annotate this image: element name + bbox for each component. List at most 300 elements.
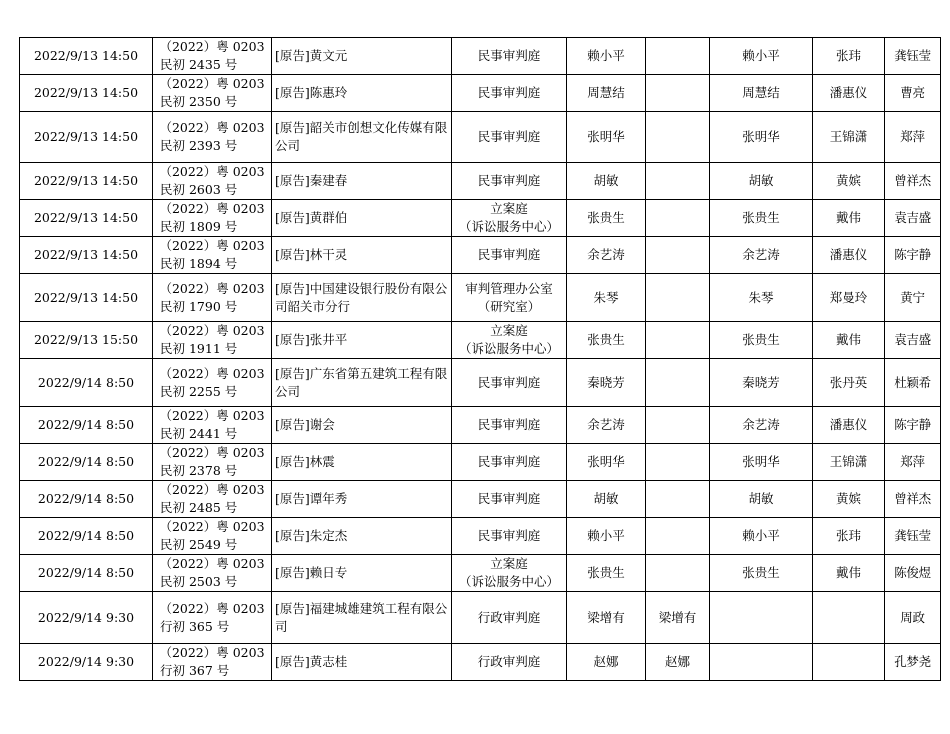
- clerk-cell: [813, 592, 885, 644]
- hearing-time-cell: [20, 237, 153, 274]
- clerk-text: 潘惠仪: [829, 85, 868, 100]
- case-number-cell: [153, 38, 272, 75]
- judge-cell: [567, 481, 646, 518]
- case-line1-text: （2022）粤 0203: [159, 323, 265, 338]
- party-cell: [272, 592, 452, 644]
- judge-cell: [567, 274, 646, 322]
- hearing-time-cell: [20, 555, 153, 592]
- clerk-cell: [813, 555, 885, 592]
- case-line2-text: 民初 2378 号: [160, 463, 238, 478]
- department-cell: [452, 481, 567, 518]
- dept-text: 立案庭: [490, 556, 528, 571]
- member-cell: [885, 200, 941, 237]
- clerk-cell: [813, 407, 885, 444]
- extra-judge-cell: [646, 112, 710, 163]
- table-row: [20, 322, 941, 359]
- member-cell: [885, 237, 941, 274]
- table-row: [20, 163, 941, 200]
- case-line1-text: （2022）粤 0203: [159, 556, 265, 571]
- case-line1-text: （2022）粤 0203: [159, 201, 265, 216]
- time-text: 2022/9/14 8:50: [37, 374, 135, 390]
- judge-text: 余艺涛: [587, 417, 625, 432]
- time-text: 2022/9/14 8:50: [37, 528, 135, 543]
- extra-judge-cell: [646, 481, 710, 518]
- case-line2-text: 民初 2485 号: [160, 500, 238, 515]
- extra-judge-cell: [646, 38, 710, 75]
- case-number-cell: [153, 322, 272, 359]
- member-text: 袁吉盛: [894, 332, 931, 347]
- department-cell: [452, 407, 567, 444]
- case-line1-text: （2022）粤 0203: [159, 365, 265, 381]
- case-line1-text: （2022）粤 0203: [159, 120, 265, 135]
- table-row: [20, 38, 941, 75]
- presiding-text: 张贵生: [742, 210, 780, 225]
- judge-cell: [567, 237, 646, 274]
- case-line2-text: 民初 1911 号: [160, 341, 238, 356]
- dept-text: 行政审判庭: [477, 654, 541, 669]
- judge-cell: [567, 38, 646, 75]
- party-text: [原告]张井平: [275, 332, 348, 347]
- member-text: 陈俊煜: [894, 565, 931, 580]
- table-row: [20, 555, 941, 592]
- party-text: [原告]林震: [275, 454, 335, 469]
- judge-text: 余艺涛: [587, 247, 625, 262]
- dept-text: 民事审判庭: [477, 48, 541, 63]
- party-cell: [272, 407, 452, 444]
- judge-text: 胡敏: [593, 491, 619, 506]
- clerk-text: 戴伟: [835, 332, 861, 347]
- time-text: 2022/9/14 8:50: [37, 417, 135, 432]
- judge-text: 赵娜: [593, 654, 619, 669]
- clerk-cell: [813, 359, 885, 407]
- extra-judge-cell: [646, 359, 710, 407]
- dept-text: 民事审判庭: [477, 454, 541, 469]
- time-text: 2022/9/13 14:50: [33, 48, 139, 63]
- member-cell: [885, 555, 941, 592]
- party-cell: [272, 518, 452, 555]
- clerk-text: 戴伟: [835, 210, 861, 225]
- table-row: [20, 274, 941, 322]
- presiding-judge-cell: [710, 274, 813, 322]
- member-cell: [885, 112, 941, 163]
- case-line2-text: 行初 367 号: [160, 663, 230, 678]
- presiding-judge-cell: [710, 112, 813, 163]
- dept2-text: （诉讼服务中心）: [458, 341, 559, 356]
- member-text: 曾祥杰: [894, 491, 931, 506]
- case-number-cell: [153, 112, 272, 163]
- member-cell: [885, 407, 941, 444]
- case-line2-text: 民初 2549 号: [160, 537, 238, 552]
- judge-cell: [567, 555, 646, 592]
- hearing-time-cell: [20, 75, 153, 112]
- extra-judge-cell: [646, 274, 710, 322]
- case-number-cell: [153, 75, 272, 112]
- hearing-time-cell: [20, 322, 153, 359]
- col7-text: 梁增有: [658, 609, 697, 625]
- clerk-cell: [813, 481, 885, 518]
- case-line2-text: 民初 2393 号: [160, 138, 238, 153]
- judge-text: 赖小平: [587, 48, 625, 63]
- presiding-text: 赖小平: [742, 528, 780, 543]
- judge-text: 张贵生: [587, 565, 625, 580]
- party-cell: [272, 555, 452, 592]
- case-line1-text: （2022）粤 0203: [159, 482, 265, 497]
- party-cell: [272, 274, 452, 322]
- hearing-time-cell: [20, 200, 153, 237]
- case-number-cell: [153, 444, 272, 481]
- case-line2-text: 行初 365 号: [160, 618, 230, 634]
- presiding-judge-cell: [710, 518, 813, 555]
- dept-text: 审判管理办公室: [465, 280, 553, 296]
- party-text: [原告]韶关市创想文化传媒有限公司: [275, 120, 448, 153]
- party-text: [原告]谢会: [275, 417, 335, 432]
- presiding-judge-cell: [710, 200, 813, 237]
- time-text: 2022/9/14 8:50: [37, 454, 135, 469]
- case-number-cell: [153, 592, 272, 644]
- department-cell: [452, 75, 567, 112]
- party-text: [原告]黄志桂: [275, 654, 348, 669]
- extra-judge-cell: [646, 75, 710, 112]
- case-line1-text: （2022）粤 0203: [159, 519, 265, 534]
- presiding-judge-cell: [710, 322, 813, 359]
- table-row: [20, 444, 941, 481]
- extra-judge-cell: [646, 555, 710, 592]
- party-text: [原告]陈惠玲: [275, 85, 348, 100]
- time-text: 2022/9/14 9:30: [37, 609, 135, 625]
- hearing-time-cell: [20, 407, 153, 444]
- case-number-cell: [153, 481, 272, 518]
- presiding-judge-cell: [710, 644, 813, 681]
- extra-judge-cell: [646, 518, 710, 555]
- judge-cell: [567, 644, 646, 681]
- party-cell: [272, 481, 452, 518]
- clerk-text: 潘惠仪: [829, 247, 868, 262]
- judge-text: 秦晓芳: [587, 374, 625, 390]
- extra-judge-cell: [646, 592, 710, 644]
- member-text: 袁吉盛: [894, 210, 931, 225]
- clerk-text: 张玮: [835, 528, 861, 543]
- case-number-cell: [153, 237, 272, 274]
- department-cell: [452, 518, 567, 555]
- case-number-cell: [153, 518, 272, 555]
- department-cell: [452, 592, 567, 644]
- clerk-cell: [813, 274, 885, 322]
- table-row: [20, 592, 941, 644]
- party-text: [原告]谭年秀: [275, 491, 348, 506]
- clerk-cell: [813, 444, 885, 481]
- table-row: [20, 237, 941, 274]
- party-cell: [272, 322, 452, 359]
- clerk-cell: [813, 644, 885, 681]
- member-text: 郑萍: [900, 454, 925, 469]
- member-text: 孔梦尧: [894, 654, 931, 669]
- extra-judge-cell: [646, 237, 710, 274]
- case-line1-text: （2022）粤 0203: [159, 164, 265, 179]
- case-line1-text: （2022）粤 0203: [159, 445, 265, 460]
- table-body: [20, 38, 941, 681]
- time-text: 2022/9/14 8:50: [37, 491, 135, 506]
- presiding-text: 朱琴: [748, 289, 774, 305]
- presiding-judge-cell: [710, 481, 813, 518]
- party-text: [原告]中国建设银行股份有限公司韶关市分行: [275, 280, 448, 314]
- judge-text: 张明华: [587, 129, 625, 144]
- case-line2-text: 民初 1809 号: [160, 219, 238, 234]
- dept-text: 民事审判庭: [477, 374, 541, 390]
- judge-cell: [567, 112, 646, 163]
- presiding-text: 余艺涛: [742, 417, 780, 432]
- extra-judge-cell: [646, 644, 710, 681]
- table-row: [20, 518, 941, 555]
- case-line1-text: （2022）粤 0203: [159, 76, 265, 91]
- case-number-cell: [153, 359, 272, 407]
- table-row: [20, 481, 941, 518]
- case-line1-text: （2022）粤 0203: [159, 39, 265, 54]
- party-text: [原告]黄群伯: [275, 210, 348, 225]
- dept-text: 民事审判庭: [477, 417, 541, 432]
- department-cell: [452, 200, 567, 237]
- judge-text: 张贵生: [587, 332, 625, 347]
- clerk-cell: [813, 200, 885, 237]
- judge-cell: [567, 163, 646, 200]
- department-cell: [452, 359, 567, 407]
- hearing-time-cell: [20, 38, 153, 75]
- presiding-text: 周慧结: [742, 85, 780, 100]
- extra-judge-cell: [646, 322, 710, 359]
- party-cell: [272, 444, 452, 481]
- presiding-text: 余艺涛: [742, 247, 780, 262]
- case-line2-text: 民初 1894 号: [160, 256, 238, 271]
- dept2-text: （研究室）: [477, 298, 541, 314]
- case-line2-text: 民初 1790 号: [160, 298, 238, 314]
- time-text: 2022/9/13 14:50: [33, 289, 139, 305]
- party-text: [原告]赖日专: [275, 565, 348, 580]
- department-cell: [452, 38, 567, 75]
- case-line2-text: 民初 2435 号: [160, 57, 238, 72]
- member-text: 陈宇静: [894, 417, 931, 432]
- case-number-cell: [153, 644, 272, 681]
- dept-text: 立案庭: [490, 323, 528, 338]
- presiding-judge-cell: [710, 592, 813, 644]
- table-row: [20, 200, 941, 237]
- dept-text: 民事审判庭: [477, 491, 541, 506]
- hearing-time-cell: [20, 481, 153, 518]
- clerk-cell: [813, 75, 885, 112]
- extra-judge-cell: [646, 444, 710, 481]
- department-cell: [452, 274, 567, 322]
- presiding-judge-cell: [710, 75, 813, 112]
- dept-text: 民事审判庭: [477, 173, 541, 188]
- time-text: 2022/9/13 14:50: [33, 210, 139, 225]
- judge-text: 梁增有: [587, 609, 625, 625]
- member-cell: [885, 481, 941, 518]
- presiding-text: 秦晓芳: [742, 374, 780, 390]
- member-cell: [885, 274, 941, 322]
- clerk-text: 戴伟: [835, 565, 861, 580]
- judge-text: 张明华: [587, 454, 625, 469]
- time-text: 2022/9/13 14:50: [33, 173, 139, 188]
- presiding-judge-cell: [710, 407, 813, 444]
- judge-text: 胡敏: [593, 173, 619, 188]
- member-cell: [885, 322, 941, 359]
- table-row: [20, 644, 941, 681]
- party-cell: [272, 38, 452, 75]
- dept-text: 民事审判庭: [477, 85, 541, 100]
- party-cell: [272, 112, 452, 163]
- clerk-text: 黄嫔: [835, 491, 861, 506]
- member-cell: [885, 518, 941, 555]
- presiding-judge-cell: [710, 38, 813, 75]
- case-line2-text: 民初 2255 号: [160, 383, 238, 399]
- dept2-text: （诉讼服务中心）: [458, 219, 559, 234]
- table-row: [20, 112, 941, 163]
- time-text: 2022/9/13 14:50: [33, 85, 139, 100]
- clerk-cell: [813, 112, 885, 163]
- case-line2-text: 民初 2603 号: [160, 182, 238, 197]
- time-text: 2022/9/13 14:50: [33, 247, 139, 262]
- member-text: 黄宁: [900, 289, 925, 305]
- party-cell: [272, 200, 452, 237]
- department-cell: [452, 112, 567, 163]
- presiding-text: 张贵生: [742, 565, 780, 580]
- extra-judge-cell: [646, 407, 710, 444]
- judge-cell: [567, 444, 646, 481]
- judge-cell: [567, 322, 646, 359]
- department-cell: [452, 644, 567, 681]
- member-cell: [885, 359, 941, 407]
- member-text: 龚钰莹: [894, 48, 931, 63]
- member-text: 郑萍: [900, 129, 925, 144]
- judge-cell: [567, 200, 646, 237]
- case-line2-text: 民初 2350 号: [160, 94, 238, 109]
- dept-text: 立案庭: [490, 201, 528, 216]
- department-cell: [452, 555, 567, 592]
- presiding-text: 张明华: [742, 129, 780, 144]
- case-line1-text: （2022）粤 0203: [159, 238, 265, 253]
- member-text: 杜颖希: [894, 374, 931, 390]
- party-text: [原告]广东省第五建筑工程有限公司: [275, 365, 448, 399]
- presiding-judge-cell: [710, 163, 813, 200]
- extra-judge-cell: [646, 200, 710, 237]
- hearing-time-cell: [20, 644, 153, 681]
- case-line1-text: （2022）粤 0203: [159, 280, 265, 296]
- case-line1-text: （2022）粤 0203: [159, 408, 265, 423]
- party-text: [原告]林干灵: [275, 247, 348, 262]
- table-row: [20, 75, 941, 112]
- table-row: [20, 407, 941, 444]
- dept-text: 民事审判庭: [477, 528, 541, 543]
- clerk-cell: [813, 38, 885, 75]
- judge-text: 赖小平: [587, 528, 625, 543]
- hearing-time-cell: [20, 518, 153, 555]
- member-text: 周政: [900, 609, 925, 625]
- dept-text: 民事审判庭: [477, 247, 541, 262]
- case-number-cell: [153, 163, 272, 200]
- member-cell: [885, 38, 941, 75]
- hearing-schedule-table: [19, 37, 941, 681]
- department-cell: [452, 444, 567, 481]
- judge-cell: [567, 518, 646, 555]
- table-row: [20, 359, 941, 407]
- time-text: 2022/9/13 15:50: [33, 332, 139, 347]
- department-cell: [452, 237, 567, 274]
- judge-text: 朱琴: [593, 289, 619, 305]
- presiding-judge-cell: [710, 555, 813, 592]
- member-text: 龚钰莹: [894, 528, 931, 543]
- case-line1-text: （2022）粤 0203: [159, 600, 265, 616]
- presiding-text: 张贵生: [742, 332, 780, 347]
- dept-text: 民事审判庭: [477, 129, 541, 144]
- time-text: 2022/9/13 14:50: [33, 129, 139, 144]
- clerk-cell: [813, 518, 885, 555]
- member-cell: [885, 75, 941, 112]
- party-cell: [272, 237, 452, 274]
- member-text: 曹亮: [900, 85, 925, 100]
- clerk-cell: [813, 322, 885, 359]
- case-line2-text: 民初 2441 号: [160, 426, 238, 441]
- col7-text: 赵娜: [664, 654, 690, 669]
- department-cell: [452, 163, 567, 200]
- clerk-text: 王锦潇: [829, 129, 868, 144]
- clerk-text: 黄嫔: [835, 173, 861, 188]
- case-number-cell: [153, 200, 272, 237]
- party-text: [原告]福建城雄建筑工程有限公司: [275, 600, 448, 634]
- member-text: 曾祥杰: [894, 173, 931, 188]
- extra-judge-cell: [646, 163, 710, 200]
- clerk-text: 潘惠仪: [829, 417, 868, 432]
- presiding-judge-cell: [710, 359, 813, 407]
- judge-cell: [567, 592, 646, 644]
- clerk-text: 张玮: [835, 48, 861, 63]
- member-cell: [885, 592, 941, 644]
- presiding-text: 赖小平: [742, 48, 780, 63]
- time-text: 2022/9/14 9:30: [37, 654, 135, 669]
- dept-text: 行政审判庭: [477, 609, 541, 625]
- clerk-cell: [813, 237, 885, 274]
- clerk-text: 郑曼玲: [829, 289, 868, 305]
- member-cell: [885, 163, 941, 200]
- case-number-cell: [153, 407, 272, 444]
- member-cell: [885, 444, 941, 481]
- presiding-text: 胡敏: [748, 173, 774, 188]
- party-cell: [272, 359, 452, 407]
- member-cell: [885, 644, 941, 681]
- member-text: 陈宇静: [894, 247, 931, 262]
- party-text: [原告]黄文元: [275, 48, 348, 63]
- hearing-time-cell: [20, 592, 153, 644]
- case-line1-text: （2022）粤 0203: [159, 645, 265, 660]
- clerk-text: 张丹英: [829, 374, 868, 390]
- judge-cell: [567, 359, 646, 407]
- time-text: 2022/9/14 8:50: [37, 565, 135, 580]
- party-cell: [272, 163, 452, 200]
- judge-cell: [567, 407, 646, 444]
- party-cell: [272, 644, 452, 681]
- hearing-time-cell: [20, 274, 153, 322]
- case-line2-text: 民初 2503 号: [160, 574, 238, 589]
- presiding-text: 张明华: [742, 454, 780, 469]
- clerk-cell: [813, 163, 885, 200]
- presiding-judge-cell: [710, 237, 813, 274]
- party-cell: [272, 75, 452, 112]
- judge-cell: [567, 75, 646, 112]
- judge-text: 张贵生: [587, 210, 625, 225]
- party-text: [原告]朱定杰: [275, 528, 348, 543]
- hearing-time-cell: [20, 163, 153, 200]
- hearing-time-cell: [20, 444, 153, 481]
- department-cell: [452, 322, 567, 359]
- presiding-judge-cell: [710, 444, 813, 481]
- case-number-cell: [153, 274, 272, 322]
